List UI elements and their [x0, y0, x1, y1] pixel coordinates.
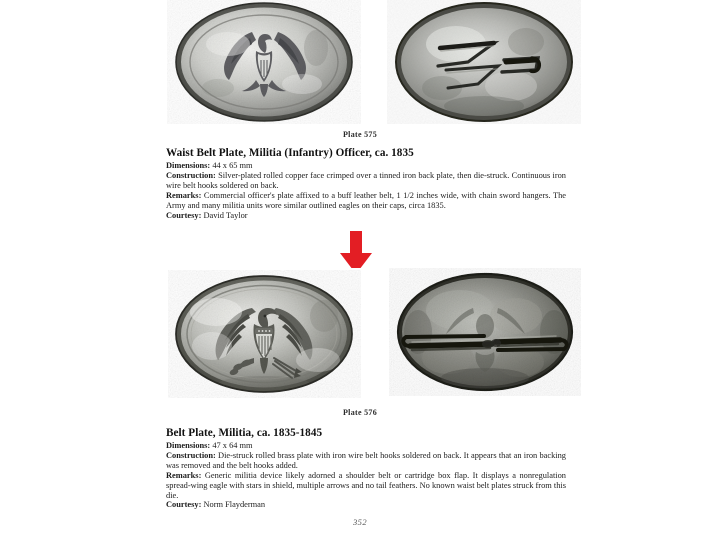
- entry-575-title: Waist Belt Plate, Militia (Infantry) Officer, ca. 1835: [166, 147, 414, 159]
- entry-576-dimensions: [166, 441, 566, 451]
- entry-576-remarks-label: Remarks:: [166, 470, 202, 480]
- entry-576-construction: [166, 451, 566, 471]
- plate-575-front-photo: [166, 0, 362, 124]
- plate-576-caption: Plate 576: [342, 408, 378, 417]
- entry-575-construction-value: Silver-plated rolled copper face crimped over a tinned iron back plate, then die-struck. Continuous iron wire belt hooks soldered on back.: [166, 170, 566, 190]
- entry-575-construction-label: Construction:: [166, 170, 216, 180]
- entry-575-construction: [166, 171, 566, 191]
- entry-plate-575: [166, 147, 566, 220]
- entry-576-courtesy-label: Courtesy:: [166, 500, 202, 510]
- entry-576-dimensions-value: 47 x 64 mm: [210, 441, 253, 450]
- entry-576-courtesy-value: Norm Flayderman: [201, 500, 266, 510]
- entry-576-construction-value: Die-struck rolled brass plate with iron wire belt hooks soldered on back. It appears that an iron backing was removed and the belt hooks added.: [166, 450, 566, 470]
- page-number: 352: [353, 517, 367, 527]
- plate-576-back-photo: [388, 266, 584, 398]
- entry-575-dimensions: [166, 161, 566, 171]
- entry-575-courtesy-label: Courtesy:: [166, 210, 202, 220]
- plate-575-back-photo: [386, 0, 582, 124]
- entry-575-courtesy-value: David Taylor: [201, 210, 248, 220]
- entry-575-dimensions-label: Dimensions:: [166, 161, 211, 170]
- entry-576-courtesy: [166, 500, 566, 510]
- plate-576-front-photo: [168, 268, 364, 398]
- entry-plate-576: [166, 427, 566, 510]
- entry-575-remarks: [166, 191, 566, 211]
- entry-576-construction-label: Construction:: [166, 450, 216, 460]
- entry-575-remarks-value: Commercial officer's plate affixed to a buff leather belt, 1 1/2 inches wide, with chain sword hangers. The Army and many militia units wore similar outlined eagles on their caps, circa 1835.: [166, 190, 566, 210]
- entry-576-remarks: [166, 471, 566, 501]
- entry-575-dimensions-value: 44 x 65 mm: [210, 161, 253, 170]
- entry-576-remarks-value: Generic militia device likely adorned a shoulder belt or cartridge box flap. It displays a nonregulation spread-wing eagle with stars in shield, multiple arrows and no tail feathers. No known waist belt plates struck from this die.: [166, 470, 566, 500]
- entry-575-courtesy: [166, 211, 566, 221]
- entry-576-title: Belt Plate, Militia, ca. 1835-1845: [166, 427, 323, 439]
- entry-576-dimensions-label: Dimensions:: [166, 441, 211, 450]
- plate-575-caption: Plate 575: [342, 130, 378, 139]
- entry-575-remarks-label: Remarks:: [166, 190, 202, 200]
